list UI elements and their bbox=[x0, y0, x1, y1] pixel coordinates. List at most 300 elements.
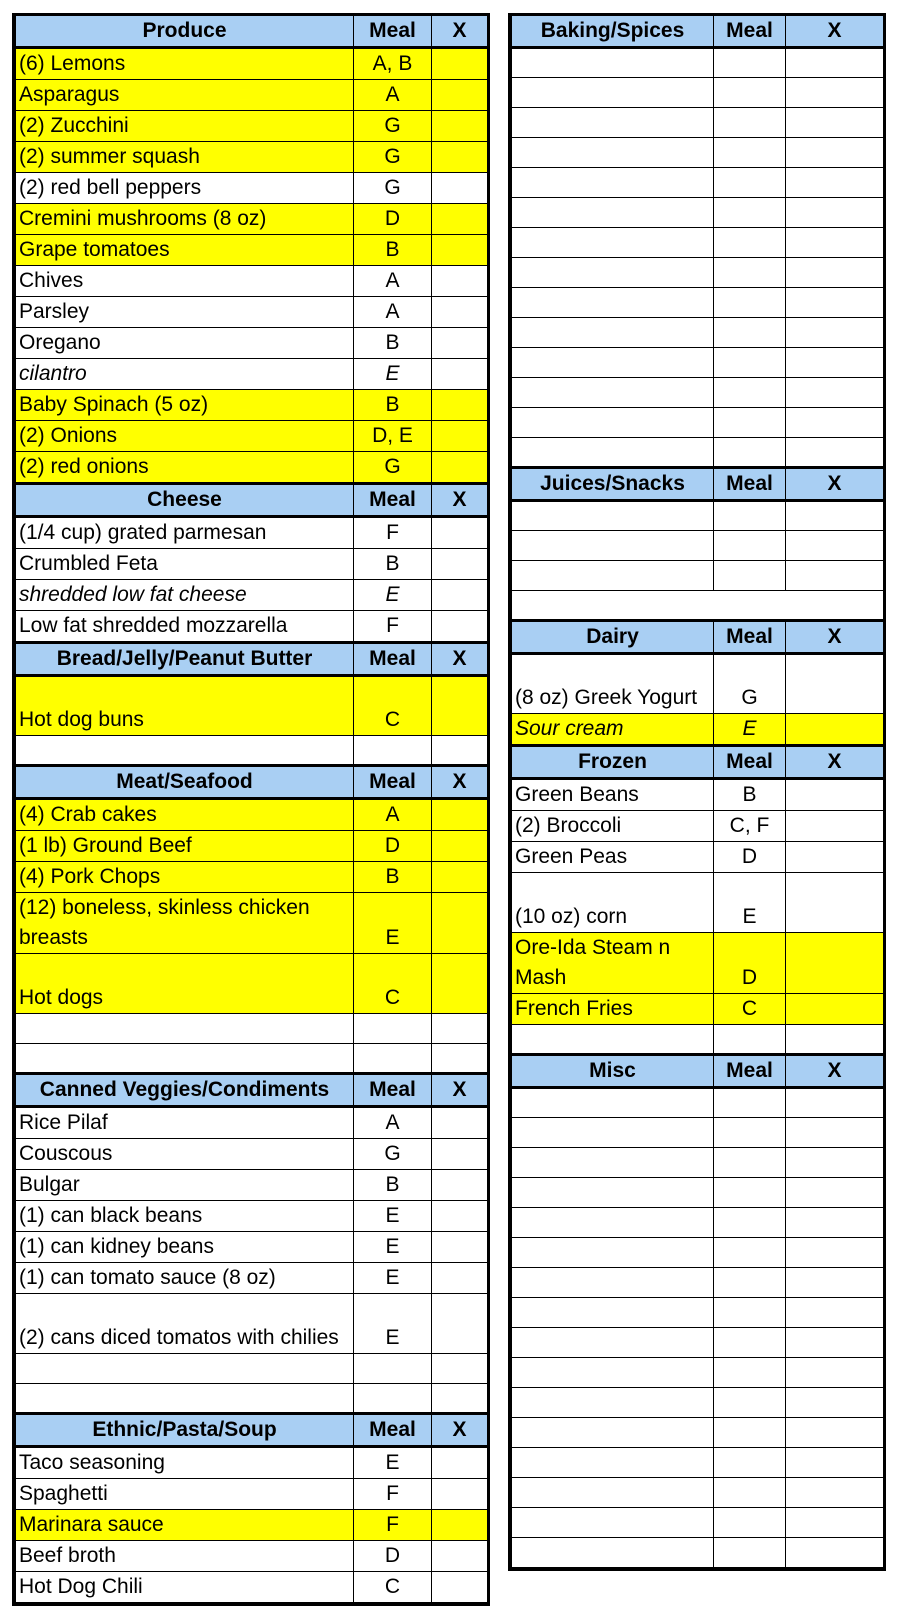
meal-code bbox=[714, 378, 786, 408]
item-name bbox=[512, 1478, 714, 1508]
item-name: Hot Dog Chili bbox=[16, 1572, 354, 1603]
meal-code bbox=[354, 1014, 432, 1044]
meal-code: G bbox=[354, 173, 432, 204]
list-item bbox=[512, 994, 884, 1025]
checkbox-cell[interactable] bbox=[786, 811, 884, 842]
checkbox-cell[interactable] bbox=[786, 348, 884, 378]
section-title: Canned Veggies/Condiments bbox=[16, 1074, 354, 1107]
item-name: (1) can black beans bbox=[16, 1201, 354, 1232]
checkbox-cell[interactable] bbox=[432, 48, 488, 80]
item-name: (2) cans diced tomatos with chilies bbox=[16, 1294, 354, 1354]
meal-column-header: Meal bbox=[714, 1055, 786, 1088]
item-name bbox=[512, 288, 714, 318]
item-name bbox=[16, 1384, 354, 1414]
checkbox-cell[interactable] bbox=[432, 676, 488, 736]
meal-code: D bbox=[714, 933, 786, 994]
checkbox-cell[interactable] bbox=[786, 1208, 884, 1238]
checkbox-cell[interactable] bbox=[432, 862, 488, 893]
blank-row bbox=[512, 108, 884, 138]
blank-row bbox=[512, 378, 884, 408]
section-title: Meat/Seafood bbox=[16, 766, 354, 799]
check-column-header: X bbox=[432, 484, 488, 517]
meal-code bbox=[714, 501, 786, 531]
list-item bbox=[16, 1447, 488, 1479]
item-name: Cremini mushrooms (8 oz) bbox=[16, 204, 354, 235]
item-name: Crumbled Feta bbox=[16, 549, 354, 580]
item-name bbox=[512, 408, 714, 438]
checkbox-cell[interactable] bbox=[786, 873, 884, 933]
item-name bbox=[512, 108, 714, 138]
list-item bbox=[16, 1479, 488, 1510]
checkbox-cell[interactable] bbox=[786, 318, 884, 348]
meal-code: C bbox=[714, 994, 786, 1025]
right-shopping-table bbox=[511, 16, 884, 1568]
section-title: Bread/Jelly/Peanut Butter bbox=[16, 643, 354, 676]
meal-code: D bbox=[354, 831, 432, 862]
checkbox-cell[interactable] bbox=[432, 954, 488, 1014]
meal-code: A bbox=[354, 297, 432, 328]
item-name bbox=[512, 1148, 714, 1178]
checkbox-cell[interactable] bbox=[432, 1170, 488, 1201]
blank-row bbox=[512, 228, 884, 258]
item-name bbox=[512, 438, 714, 468]
section-title: Juices/Snacks bbox=[512, 468, 714, 501]
left-column bbox=[12, 13, 490, 1606]
checkbox-cell[interactable] bbox=[432, 297, 488, 328]
item-name bbox=[16, 1044, 354, 1074]
item-name: Spaghetti bbox=[16, 1479, 354, 1510]
checkbox-cell[interactable] bbox=[786, 1088, 884, 1118]
list-item bbox=[16, 266, 488, 297]
item-name bbox=[512, 501, 714, 531]
list-item bbox=[16, 580, 488, 611]
meal-column-header: Meal bbox=[714, 746, 786, 779]
checkbox-cell[interactable] bbox=[786, 378, 884, 408]
item-name: Rice Pilaf bbox=[16, 1107, 354, 1139]
check-column-header: X bbox=[786, 746, 884, 779]
meal-code bbox=[354, 1044, 432, 1074]
list-item bbox=[512, 933, 884, 994]
checkbox-cell[interactable] bbox=[786, 258, 884, 288]
item-name: (8 oz) Greek Yogurt bbox=[512, 654, 714, 714]
item-name: (6) Lemons bbox=[16, 48, 354, 80]
checkbox-cell[interactable] bbox=[786, 779, 884, 811]
meal-code: E bbox=[354, 893, 432, 954]
checkbox-cell[interactable] bbox=[786, 168, 884, 198]
item-name: (2) red onions bbox=[16, 452, 354, 484]
item-name bbox=[512, 1388, 714, 1418]
checkbox-cell[interactable] bbox=[786, 933, 884, 994]
meal-code bbox=[714, 168, 786, 198]
checkbox-cell[interactable] bbox=[786, 561, 884, 591]
checkbox-cell[interactable] bbox=[786, 1538, 884, 1568]
check-column-header: X bbox=[432, 643, 488, 676]
meal-code: G bbox=[354, 142, 432, 173]
meal-code bbox=[714, 561, 786, 591]
item-name: (10 oz) corn bbox=[512, 873, 714, 933]
checkbox-cell[interactable] bbox=[786, 438, 884, 468]
blank-row bbox=[512, 1388, 884, 1418]
right-column bbox=[508, 13, 886, 1571]
blank-row bbox=[512, 1358, 884, 1388]
item-name: (2) Onions bbox=[16, 421, 354, 452]
checkbox-cell[interactable] bbox=[786, 1268, 884, 1298]
checkbox-cell[interactable] bbox=[786, 138, 884, 168]
left-shopping-table bbox=[15, 16, 488, 1603]
checkbox-cell[interactable] bbox=[786, 1148, 884, 1178]
item-name bbox=[512, 78, 714, 108]
item-name: Hot dogs bbox=[16, 954, 354, 1014]
meal-code bbox=[354, 1384, 432, 1414]
meal-code: C, F bbox=[714, 811, 786, 842]
checkbox-cell[interactable] bbox=[786, 1328, 884, 1358]
meal-code bbox=[714, 438, 786, 468]
checkbox-cell[interactable] bbox=[786, 1358, 884, 1388]
checkbox-cell[interactable] bbox=[432, 142, 488, 173]
section-header-bread-jelly-peanut-butter bbox=[16, 643, 488, 676]
checkbox-cell[interactable] bbox=[432, 799, 488, 831]
meal-code bbox=[354, 736, 432, 766]
meal-code: E bbox=[354, 1263, 432, 1294]
check-column-header: X bbox=[786, 621, 884, 654]
list-item bbox=[16, 954, 488, 1014]
checkbox-cell[interactable] bbox=[786, 1025, 884, 1055]
meal-code: G bbox=[354, 1139, 432, 1170]
list-item bbox=[16, 1572, 488, 1603]
list-item bbox=[16, 799, 488, 831]
meal-code: D, E bbox=[354, 421, 432, 452]
meal-code bbox=[714, 408, 786, 438]
blank-row bbox=[512, 258, 884, 288]
blank-row bbox=[512, 438, 884, 468]
item-name: Green Beans bbox=[512, 779, 714, 811]
list-item bbox=[16, 676, 488, 736]
meal-code bbox=[714, 1448, 786, 1478]
checkbox-cell[interactable] bbox=[786, 654, 884, 714]
item-name: Asparagus bbox=[16, 80, 354, 111]
checkbox-cell[interactable] bbox=[432, 549, 488, 580]
item-name bbox=[512, 1238, 714, 1268]
checkbox-cell[interactable] bbox=[786, 1508, 884, 1538]
checkbox-cell[interactable] bbox=[786, 501, 884, 531]
blank-row bbox=[512, 531, 884, 561]
section-header-meat-seafood bbox=[16, 766, 488, 799]
meal-code: B bbox=[354, 235, 432, 266]
list-item bbox=[16, 1139, 488, 1170]
section-header-dairy bbox=[512, 621, 884, 654]
checkbox-cell[interactable] bbox=[432, 421, 488, 452]
meal-code: F bbox=[354, 1479, 432, 1510]
checkbox-cell[interactable] bbox=[432, 580, 488, 611]
checkbox-cell[interactable] bbox=[786, 198, 884, 228]
item-name: Hot dog buns bbox=[16, 676, 354, 736]
checkbox-cell[interactable] bbox=[786, 288, 884, 318]
meal-code bbox=[714, 1088, 786, 1118]
checkbox-cell[interactable] bbox=[786, 228, 884, 258]
checkbox-cell[interactable] bbox=[786, 714, 884, 746]
meal-code bbox=[714, 1418, 786, 1448]
checkbox-cell[interactable] bbox=[432, 517, 488, 549]
meal-code: B bbox=[354, 390, 432, 421]
meal-code: F bbox=[354, 611, 432, 643]
checkbox-cell[interactable] bbox=[432, 359, 488, 390]
item-name: (1/4 cup) grated parmesan bbox=[16, 517, 354, 549]
check-column-header: X bbox=[432, 16, 488, 48]
checkbox-cell[interactable] bbox=[432, 235, 488, 266]
meal-code: E bbox=[714, 873, 786, 933]
blank-row bbox=[512, 288, 884, 318]
section-title: Frozen bbox=[512, 746, 714, 779]
meal-code: E bbox=[354, 1447, 432, 1479]
checkbox-cell[interactable] bbox=[432, 893, 488, 954]
meal-code: B bbox=[354, 549, 432, 580]
meal-code: D bbox=[714, 842, 786, 873]
checkbox-cell[interactable] bbox=[432, 266, 488, 297]
item-name bbox=[512, 1448, 714, 1478]
list-item bbox=[16, 611, 488, 643]
list-item bbox=[512, 654, 884, 714]
checkbox-cell[interactable] bbox=[432, 1139, 488, 1170]
checkbox-cell[interactable] bbox=[786, 842, 884, 873]
checkbox-cell[interactable] bbox=[432, 611, 488, 643]
checkbox-cell[interactable] bbox=[786, 408, 884, 438]
check-column-header: X bbox=[786, 1055, 884, 1088]
meal-code bbox=[714, 1508, 786, 1538]
item-name: (2) summer squash bbox=[16, 142, 354, 173]
checkbox-cell[interactable] bbox=[432, 1479, 488, 1510]
checkbox-cell[interactable] bbox=[432, 1014, 488, 1044]
checkbox-cell[interactable] bbox=[432, 736, 488, 766]
meal-code bbox=[714, 1238, 786, 1268]
item-name: Oregano bbox=[16, 328, 354, 359]
item-name: (2) Broccoli bbox=[512, 811, 714, 842]
meal-code: D bbox=[354, 204, 432, 235]
blank-row bbox=[512, 1538, 884, 1568]
checkbox-cell[interactable] bbox=[432, 1232, 488, 1263]
meal-code bbox=[714, 531, 786, 561]
blank-row bbox=[512, 318, 884, 348]
list-item bbox=[16, 111, 488, 142]
checkbox-cell[interactable] bbox=[786, 1178, 884, 1208]
item-name: Parsley bbox=[16, 297, 354, 328]
meal-code bbox=[714, 1178, 786, 1208]
blank-row bbox=[512, 1148, 884, 1178]
meal-code: E bbox=[354, 1294, 432, 1354]
section-header-baking-spices bbox=[512, 16, 884, 48]
meal-column-header: Meal bbox=[354, 16, 432, 48]
checkbox-cell[interactable] bbox=[786, 1298, 884, 1328]
checkbox-cell[interactable] bbox=[432, 831, 488, 862]
meal-code: A bbox=[354, 1107, 432, 1139]
checkbox-cell[interactable] bbox=[786, 1448, 884, 1478]
checkbox-cell[interactable] bbox=[432, 328, 488, 359]
checkbox-cell[interactable] bbox=[432, 1572, 488, 1603]
list-item bbox=[16, 390, 488, 421]
checkbox-cell[interactable] bbox=[432, 1384, 488, 1414]
meal-code bbox=[714, 318, 786, 348]
list-item bbox=[16, 204, 488, 235]
item-name bbox=[512, 1118, 714, 1148]
item-name bbox=[512, 48, 714, 78]
item-name: Chives bbox=[16, 266, 354, 297]
blank-row bbox=[512, 561, 884, 591]
list-item bbox=[512, 714, 884, 746]
checkbox-cell[interactable] bbox=[786, 1478, 884, 1508]
checkbox-cell[interactable] bbox=[432, 1263, 488, 1294]
checkbox-cell[interactable] bbox=[786, 78, 884, 108]
checkbox-cell[interactable] bbox=[432, 452, 488, 484]
meal-code bbox=[714, 198, 786, 228]
checkbox-cell[interactable] bbox=[432, 1447, 488, 1479]
checkbox-cell[interactable] bbox=[432, 1510, 488, 1541]
meal-column-header: Meal bbox=[354, 484, 432, 517]
blank-row bbox=[512, 1298, 884, 1328]
list-item bbox=[16, 452, 488, 484]
blank-row bbox=[16, 1044, 488, 1074]
blank-row bbox=[512, 1508, 884, 1538]
checkbox-cell[interactable] bbox=[432, 1201, 488, 1232]
meal-code: D bbox=[354, 1541, 432, 1572]
item-name bbox=[512, 1298, 714, 1328]
item-name bbox=[512, 348, 714, 378]
section-title: Produce bbox=[16, 16, 354, 48]
meal-code: G bbox=[354, 452, 432, 484]
list-item bbox=[16, 80, 488, 111]
list-item bbox=[16, 235, 488, 266]
meal-code bbox=[714, 1388, 786, 1418]
checkbox-cell[interactable] bbox=[786, 994, 884, 1025]
checkbox-cell[interactable] bbox=[432, 1107, 488, 1139]
item-name bbox=[512, 168, 714, 198]
meal-code: G bbox=[714, 654, 786, 714]
blank-row bbox=[512, 138, 884, 168]
list-item bbox=[16, 297, 488, 328]
item-name bbox=[512, 378, 714, 408]
meal-column-header: Meal bbox=[714, 621, 786, 654]
checkbox-cell[interactable] bbox=[432, 204, 488, 235]
meal-column-header: Meal bbox=[714, 468, 786, 501]
meal-code bbox=[714, 1208, 786, 1238]
item-name: Sour cream bbox=[512, 714, 714, 746]
blank-row bbox=[512, 1208, 884, 1238]
checkbox-cell[interactable] bbox=[786, 1238, 884, 1268]
blank-row bbox=[16, 1354, 488, 1384]
meal-code: B bbox=[354, 328, 432, 359]
blank-row bbox=[512, 168, 884, 198]
checkbox-cell[interactable] bbox=[432, 1294, 488, 1354]
checkbox-cell[interactable] bbox=[432, 390, 488, 421]
meal-code bbox=[714, 1298, 786, 1328]
item-name bbox=[512, 1208, 714, 1238]
section-title: Baking/Spices bbox=[512, 16, 714, 48]
meal-code: E bbox=[354, 359, 432, 390]
list-item bbox=[512, 779, 884, 811]
blank-row bbox=[512, 1328, 884, 1358]
meal-column-header: Meal bbox=[354, 1074, 432, 1107]
item-name: Beef broth bbox=[16, 1541, 354, 1572]
list-item bbox=[16, 48, 488, 80]
checkbox-cell[interactable] bbox=[432, 1354, 488, 1384]
meal-code: F bbox=[354, 517, 432, 549]
item-name: Taco seasoning bbox=[16, 1447, 354, 1479]
list-item bbox=[16, 1201, 488, 1232]
checkbox-cell[interactable] bbox=[786, 531, 884, 561]
item-name: (2) Zucchini bbox=[16, 111, 354, 142]
meal-column-header: Meal bbox=[354, 766, 432, 799]
item-name bbox=[512, 1268, 714, 1298]
blank-row bbox=[512, 591, 884, 621]
checkbox-cell[interactable] bbox=[432, 80, 488, 111]
item-name: Marinara sauce bbox=[16, 1510, 354, 1541]
checkbox-cell[interactable] bbox=[432, 1044, 488, 1074]
item-name bbox=[16, 736, 354, 766]
meal-column-header: Meal bbox=[354, 1414, 432, 1447]
item-name: (4) Pork Chops bbox=[16, 862, 354, 893]
meal-code: F bbox=[354, 1510, 432, 1541]
list-item bbox=[16, 1294, 488, 1354]
meal-code bbox=[714, 1538, 786, 1568]
meal-code bbox=[714, 1328, 786, 1358]
item-name: French Fries bbox=[512, 994, 714, 1025]
blank-row bbox=[512, 408, 884, 438]
meal-code bbox=[714, 78, 786, 108]
checkbox-cell[interactable] bbox=[786, 48, 884, 78]
blank-merged-cell bbox=[512, 591, 884, 621]
check-column-header: X bbox=[432, 1074, 488, 1107]
section-title: Cheese bbox=[16, 484, 354, 517]
checkbox-cell[interactable] bbox=[786, 1388, 884, 1418]
meal-code: A, B bbox=[354, 48, 432, 80]
meal-code bbox=[714, 348, 786, 378]
item-name bbox=[512, 1088, 714, 1118]
list-item bbox=[16, 1170, 488, 1201]
list-item bbox=[16, 893, 488, 954]
checkbox-cell[interactable] bbox=[432, 111, 488, 142]
section-header-frozen bbox=[512, 746, 884, 779]
item-name: Low fat shredded mozzarella bbox=[16, 611, 354, 643]
section-title: Ethnic/Pasta/Soup bbox=[16, 1414, 354, 1447]
item-name bbox=[512, 318, 714, 348]
blank-row bbox=[512, 1418, 884, 1448]
item-name: (1 lb) Ground Beef bbox=[16, 831, 354, 862]
blank-row bbox=[512, 1448, 884, 1478]
meal-code: E bbox=[714, 714, 786, 746]
item-name bbox=[512, 258, 714, 288]
check-column-header: X bbox=[786, 16, 884, 48]
item-name: Green Peas bbox=[512, 842, 714, 873]
checkbox-cell[interactable] bbox=[786, 1118, 884, 1148]
section-header-ethnic-pasta-soup bbox=[16, 1414, 488, 1447]
item-name bbox=[16, 1014, 354, 1044]
item-name: Baby Spinach (5 oz) bbox=[16, 390, 354, 421]
list-item bbox=[512, 873, 884, 933]
item-name: Ore-Ida Steam n Mash bbox=[512, 933, 714, 994]
list-item bbox=[16, 1232, 488, 1263]
item-name: (1) can kidney beans bbox=[16, 1232, 354, 1263]
item-name: cilantro bbox=[16, 359, 354, 390]
item-name: (12) boneless, skinless chicken breasts bbox=[16, 893, 354, 954]
section-header-produce bbox=[16, 16, 488, 48]
meal-code bbox=[714, 48, 786, 78]
checkbox-cell[interactable] bbox=[432, 173, 488, 204]
checkbox-cell[interactable] bbox=[786, 1418, 884, 1448]
meal-code: B bbox=[714, 779, 786, 811]
checkbox-cell[interactable] bbox=[432, 1541, 488, 1572]
checkbox-cell[interactable] bbox=[786, 108, 884, 138]
list-item bbox=[16, 862, 488, 893]
meal-code bbox=[714, 138, 786, 168]
list-item bbox=[512, 811, 884, 842]
